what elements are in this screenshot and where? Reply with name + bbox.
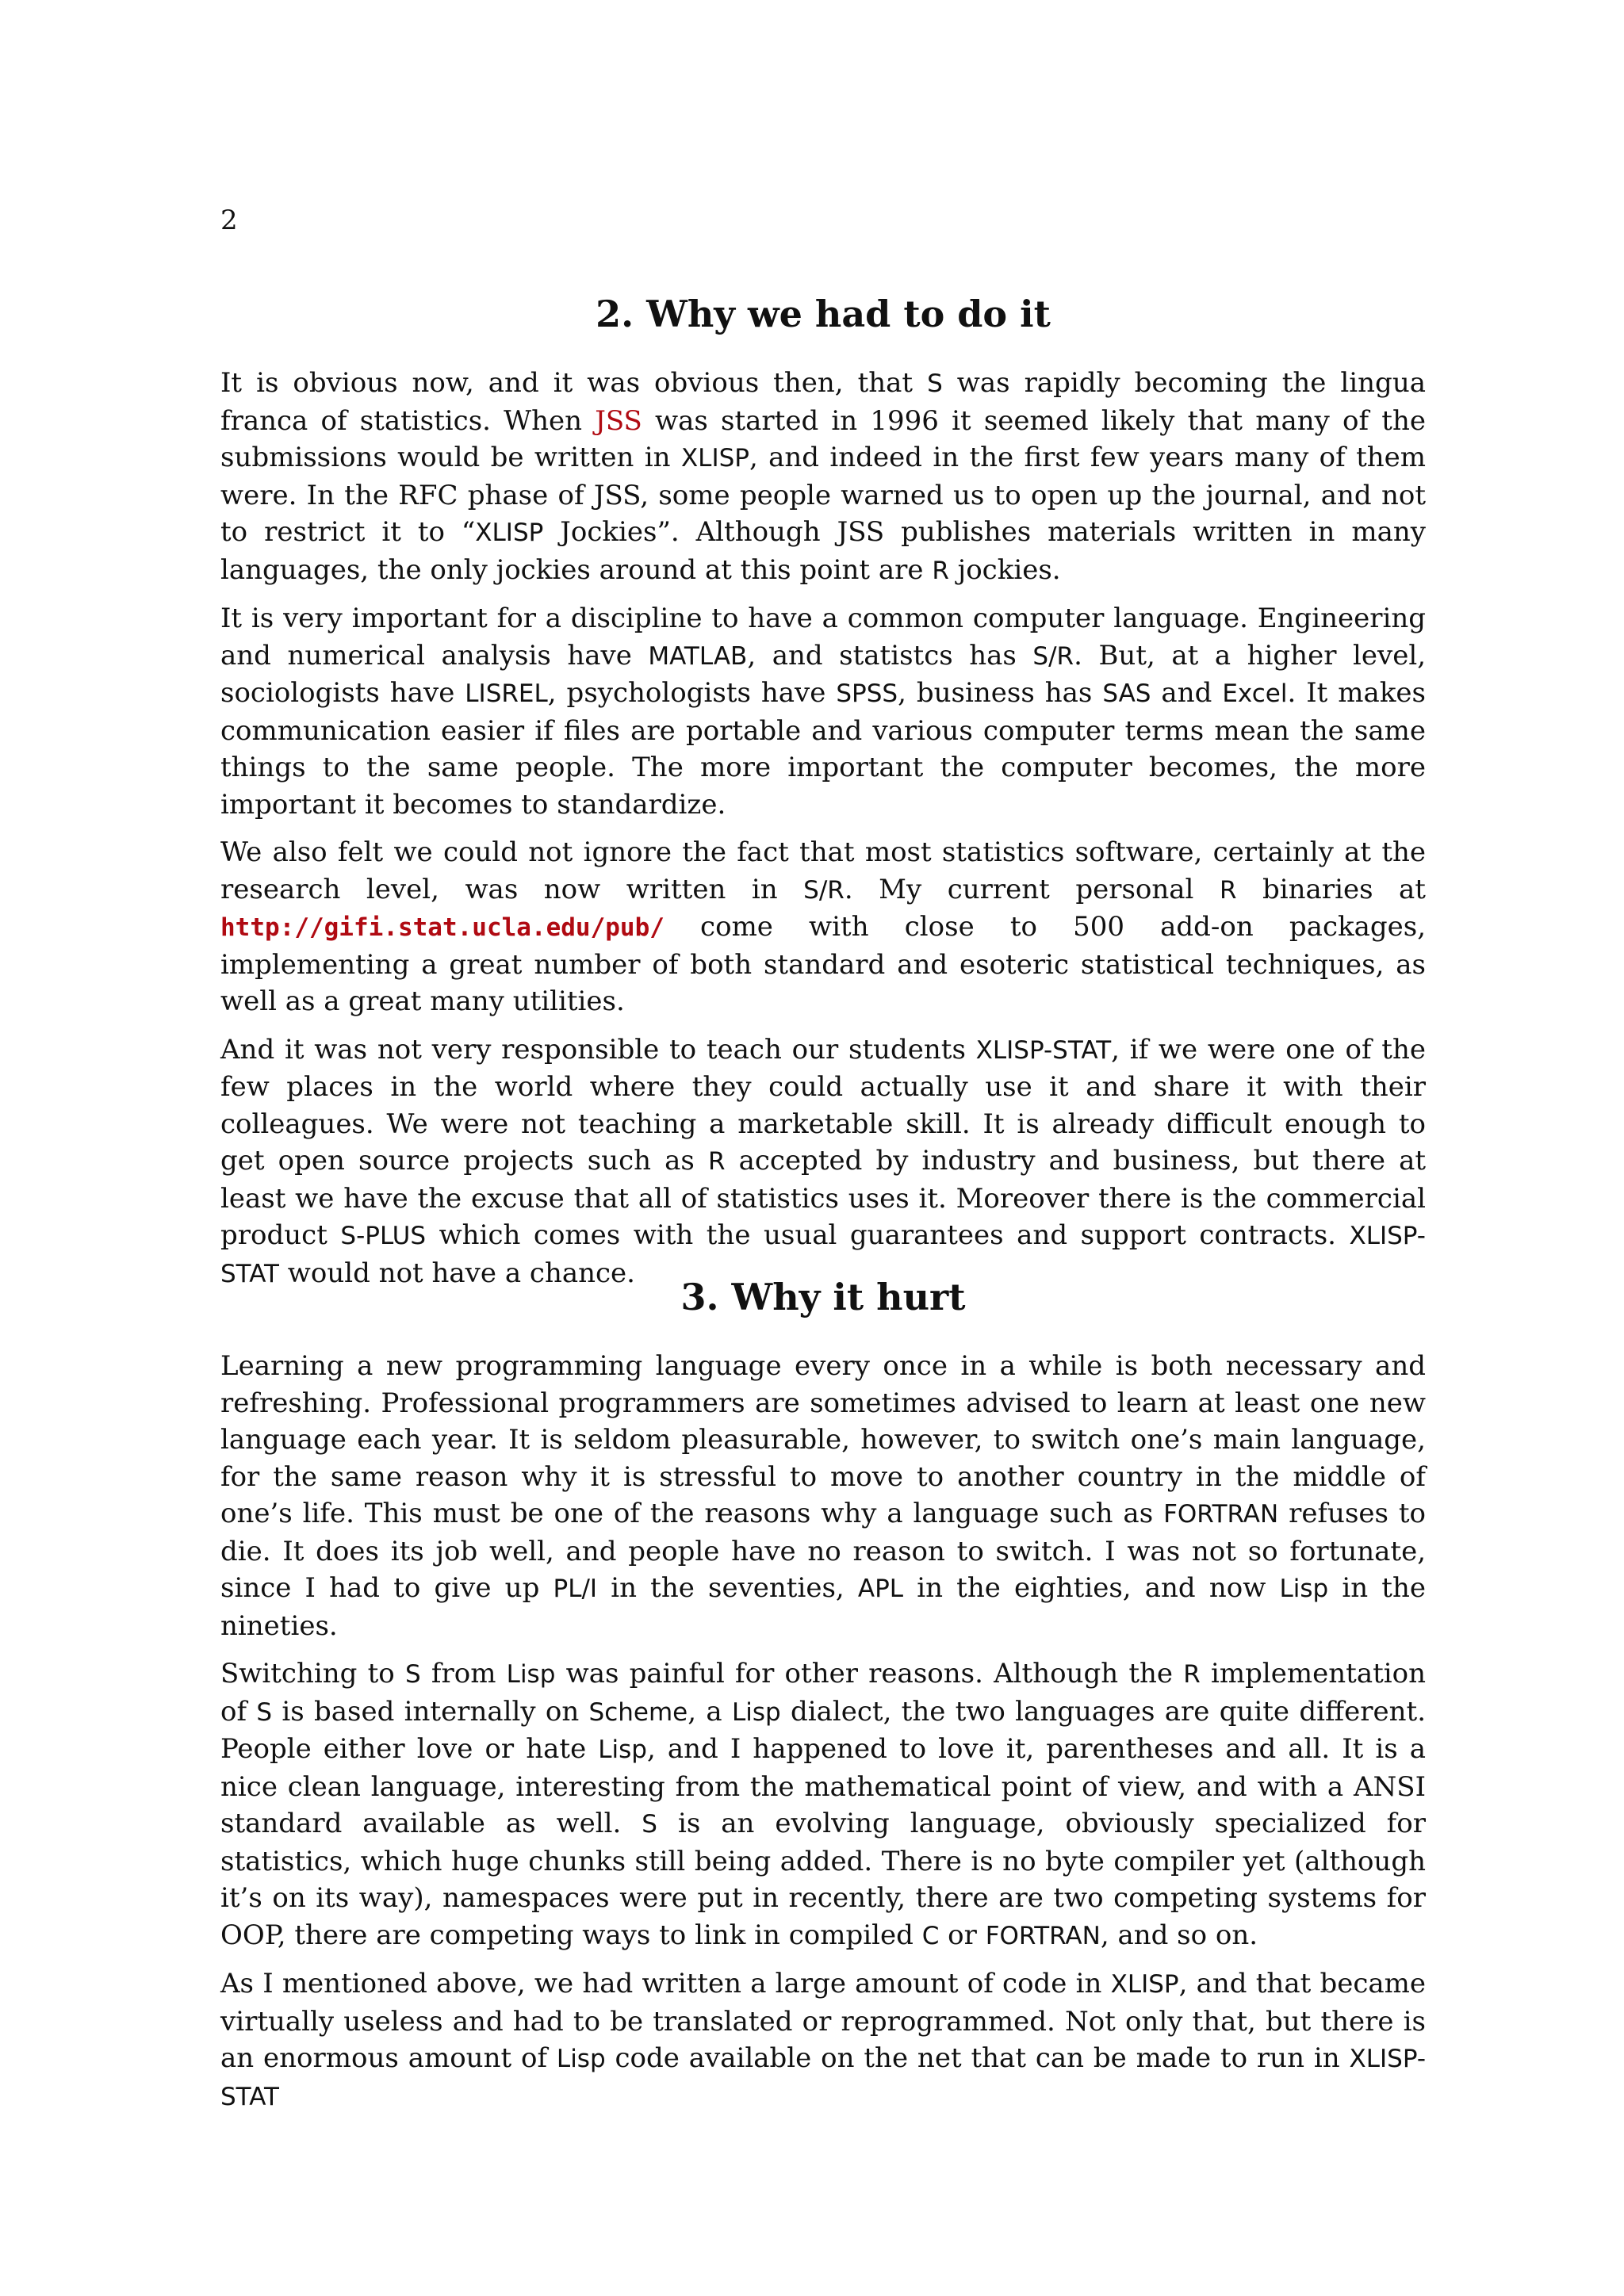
journal-link[interactable]: JSS <box>595 404 642 437</box>
text-run: is based internally on <box>272 1695 589 1728</box>
software-name: C <box>921 1921 940 1950</box>
software-name: XLISP-STAT <box>220 2045 1427 2111</box>
text-run: . But, at a higher level, sociologists have <box>220 639 1427 709</box>
text-run: was started in 1996 it seemed likely that many of the submissions would be written in <box>220 404 1426 473</box>
text-run: It is very important for a discipline to have a common computer language. Engineering and numerical analysis have <box>220 603 1426 672</box>
software-name: LISREL <box>465 679 548 708</box>
software-name: MATLAB <box>648 641 748 671</box>
software-name: S-PLUS <box>340 1222 427 1250</box>
software-name: XLISP-STAT <box>975 1035 1112 1065</box>
software-name: S/R <box>803 875 845 905</box>
paragraph <box>220 1655 1426 1954</box>
text-run: , psychologists have <box>547 677 837 709</box>
section-heading-why-we-had-to-do-it: 2. Why we had to do it <box>596 293 1051 335</box>
text-run: is an evolving language, obviously specialized for statistics, which huge chunks still being added. There is no byte compiler yet (although it’s on its way), namespaces were put in recently, there are two competing systems for OOP, there are competing ways to link in compiled <box>220 1808 1426 1951</box>
software-name: R <box>1219 875 1237 905</box>
text-run: in the seventies, <box>597 1572 858 1604</box>
software-name: S <box>927 369 943 398</box>
software-name: Lisp <box>598 1735 647 1764</box>
text-run: . It makes communication easier if files are portable and various computer terms mean the same things to the same people. The more important the computer becomes, the more important it becomes to standardize. <box>220 677 1426 821</box>
text-run: dialect, the two languages are quite different. People either love or hate <box>220 1695 1427 1765</box>
text-run: It is obvious now, and it was obvious then, that <box>220 367 928 399</box>
paragraph <box>220 1348 1426 1644</box>
paragraph <box>220 1965 1426 2115</box>
text-run: , and I happened to love it, parentheses and all. It is a nice clean language, interesting from the mathematical point of view, and with a ANSI standard available as well. <box>220 1733 1426 1839</box>
software-name: XLISP <box>475 519 544 547</box>
text-run: As I mentioned above, we had written a large amount of code in <box>220 1968 1111 1999</box>
software-name: PL/I <box>553 1575 598 1603</box>
software-name: Excel <box>1222 679 1288 708</box>
software-name: XLISP <box>1110 1970 1179 1999</box>
paragraph <box>220 1031 1426 1293</box>
text-run: Switching to <box>220 1658 405 1689</box>
url-link[interactable]: http://gifi.stat.ucla.edu/pub/ <box>220 913 665 942</box>
software-name: S <box>256 1697 273 1727</box>
software-name: Lisp <box>1279 1575 1329 1603</box>
text-run: , business has <box>898 677 1103 709</box>
text-run: code available on the net that can be made to run in <box>605 2042 1350 2074</box>
text-run: Learning a new programming language every once in a while is both necessary and refreshing. Professional programmers are sometimes advised to learn at least one new language each year. It is seldom pleasurable, however, to switch one’s main language, for the same reason why it is stressful to move to another country in the middle of one’s life. This must be one of the reasons why a language such as <box>220 1350 1426 1529</box>
text-run: or <box>939 1919 986 1951</box>
text-run: refuses to die. It does its job well, and people have no reason to switch. I was not so fortunate, since I had to give up <box>220 1498 1426 1604</box>
software-name: Lisp <box>506 1660 556 1689</box>
text-run: in the nineties. <box>220 1572 1426 1642</box>
software-name: SPSS <box>836 679 898 708</box>
text-run: , and statistcs has <box>747 639 1033 672</box>
section-body-why-we-had-to-do-it <box>220 365 1426 1292</box>
paragraph <box>220 365 1426 589</box>
software-name: Lisp <box>556 2045 606 2073</box>
text-run: would not have a chance. <box>278 1257 635 1289</box>
software-name: R <box>1183 1660 1201 1689</box>
text-run: , a <box>688 1695 732 1728</box>
text-run: , and so on. <box>1100 1919 1258 1951</box>
text-run: jockies. <box>948 553 1061 586</box>
software-name: Lisp <box>731 1697 781 1727</box>
text-run: And it was not very responsible to teach our students <box>220 1033 976 1066</box>
text-run: from <box>420 1658 507 1689</box>
text-run: come with close to 500 add-on packages, implementing a great number of both standard and esoteric statistical techniques, as well as a great many utilities. <box>220 911 1426 1017</box>
text-run: . My current personal <box>844 873 1220 905</box>
software-name: FORTRAN <box>985 1921 1101 1950</box>
software-name: S <box>404 1660 421 1689</box>
paragraph <box>220 600 1426 823</box>
text-run: accepted by industry and business, but there at least we have the excuse that all of statistics uses it. Moreover there is the commercial product <box>220 1145 1426 1251</box>
text-run: , and indeed in the first few years many of them were. In the RFC phase of JSS, some people warned us to open up the journal, and not to restrict it to “ <box>220 442 1426 548</box>
section-body-why-it-hurt <box>220 1348 1426 2115</box>
section-heading-why-it-hurt: 3. Why it hurt <box>680 1276 966 1318</box>
text-run: and <box>1151 677 1223 709</box>
text-run: , and that became virtually useless and had to be translated or reprogrammed. Not only that, but there is an enormous amount of <box>220 1968 1426 2074</box>
text-run: binaries at <box>1236 873 1426 905</box>
software-name: SAS <box>1102 679 1151 708</box>
software-name: XLISP-STAT <box>220 1222 1426 1288</box>
software-name: APL <box>857 1575 904 1603</box>
text-run: which comes with the usual guarantees and support contracts. <box>426 1219 1350 1251</box>
software-name: Scheme <box>588 1697 688 1727</box>
text-run: was painful for other reasons. Although the <box>555 1658 1184 1689</box>
text-run: was rapidly becoming the lingua franca of statistics. When <box>220 367 1426 437</box>
software-name: XLISP <box>680 444 749 473</box>
text-run: implementation of <box>220 1658 1427 1728</box>
page-number: 2 <box>220 205 238 236</box>
software-name: S/R <box>1032 641 1074 671</box>
software-name: R <box>707 1147 726 1176</box>
paragraph <box>220 834 1426 1020</box>
text-run: We also felt we could not ignore the fact that most statistics software, certainly at the research level, was now written in <box>220 836 1426 905</box>
software-name: FORTRAN <box>1163 1500 1279 1529</box>
software-name: R <box>932 556 949 585</box>
text-run: in the eighties, and now <box>903 1572 1280 1604</box>
text-run: Jockies”. Although JSS publishes materials written in many languages, the only jockies around at this point are <box>220 516 1426 586</box>
software-name: S <box>642 1810 657 1839</box>
text-run: , if we were one of the few places in the world where they could actually use it and share it with their colleagues. We were not teaching a marketable skill. It is already difficult enough to get open source projects such as <box>220 1033 1426 1177</box>
